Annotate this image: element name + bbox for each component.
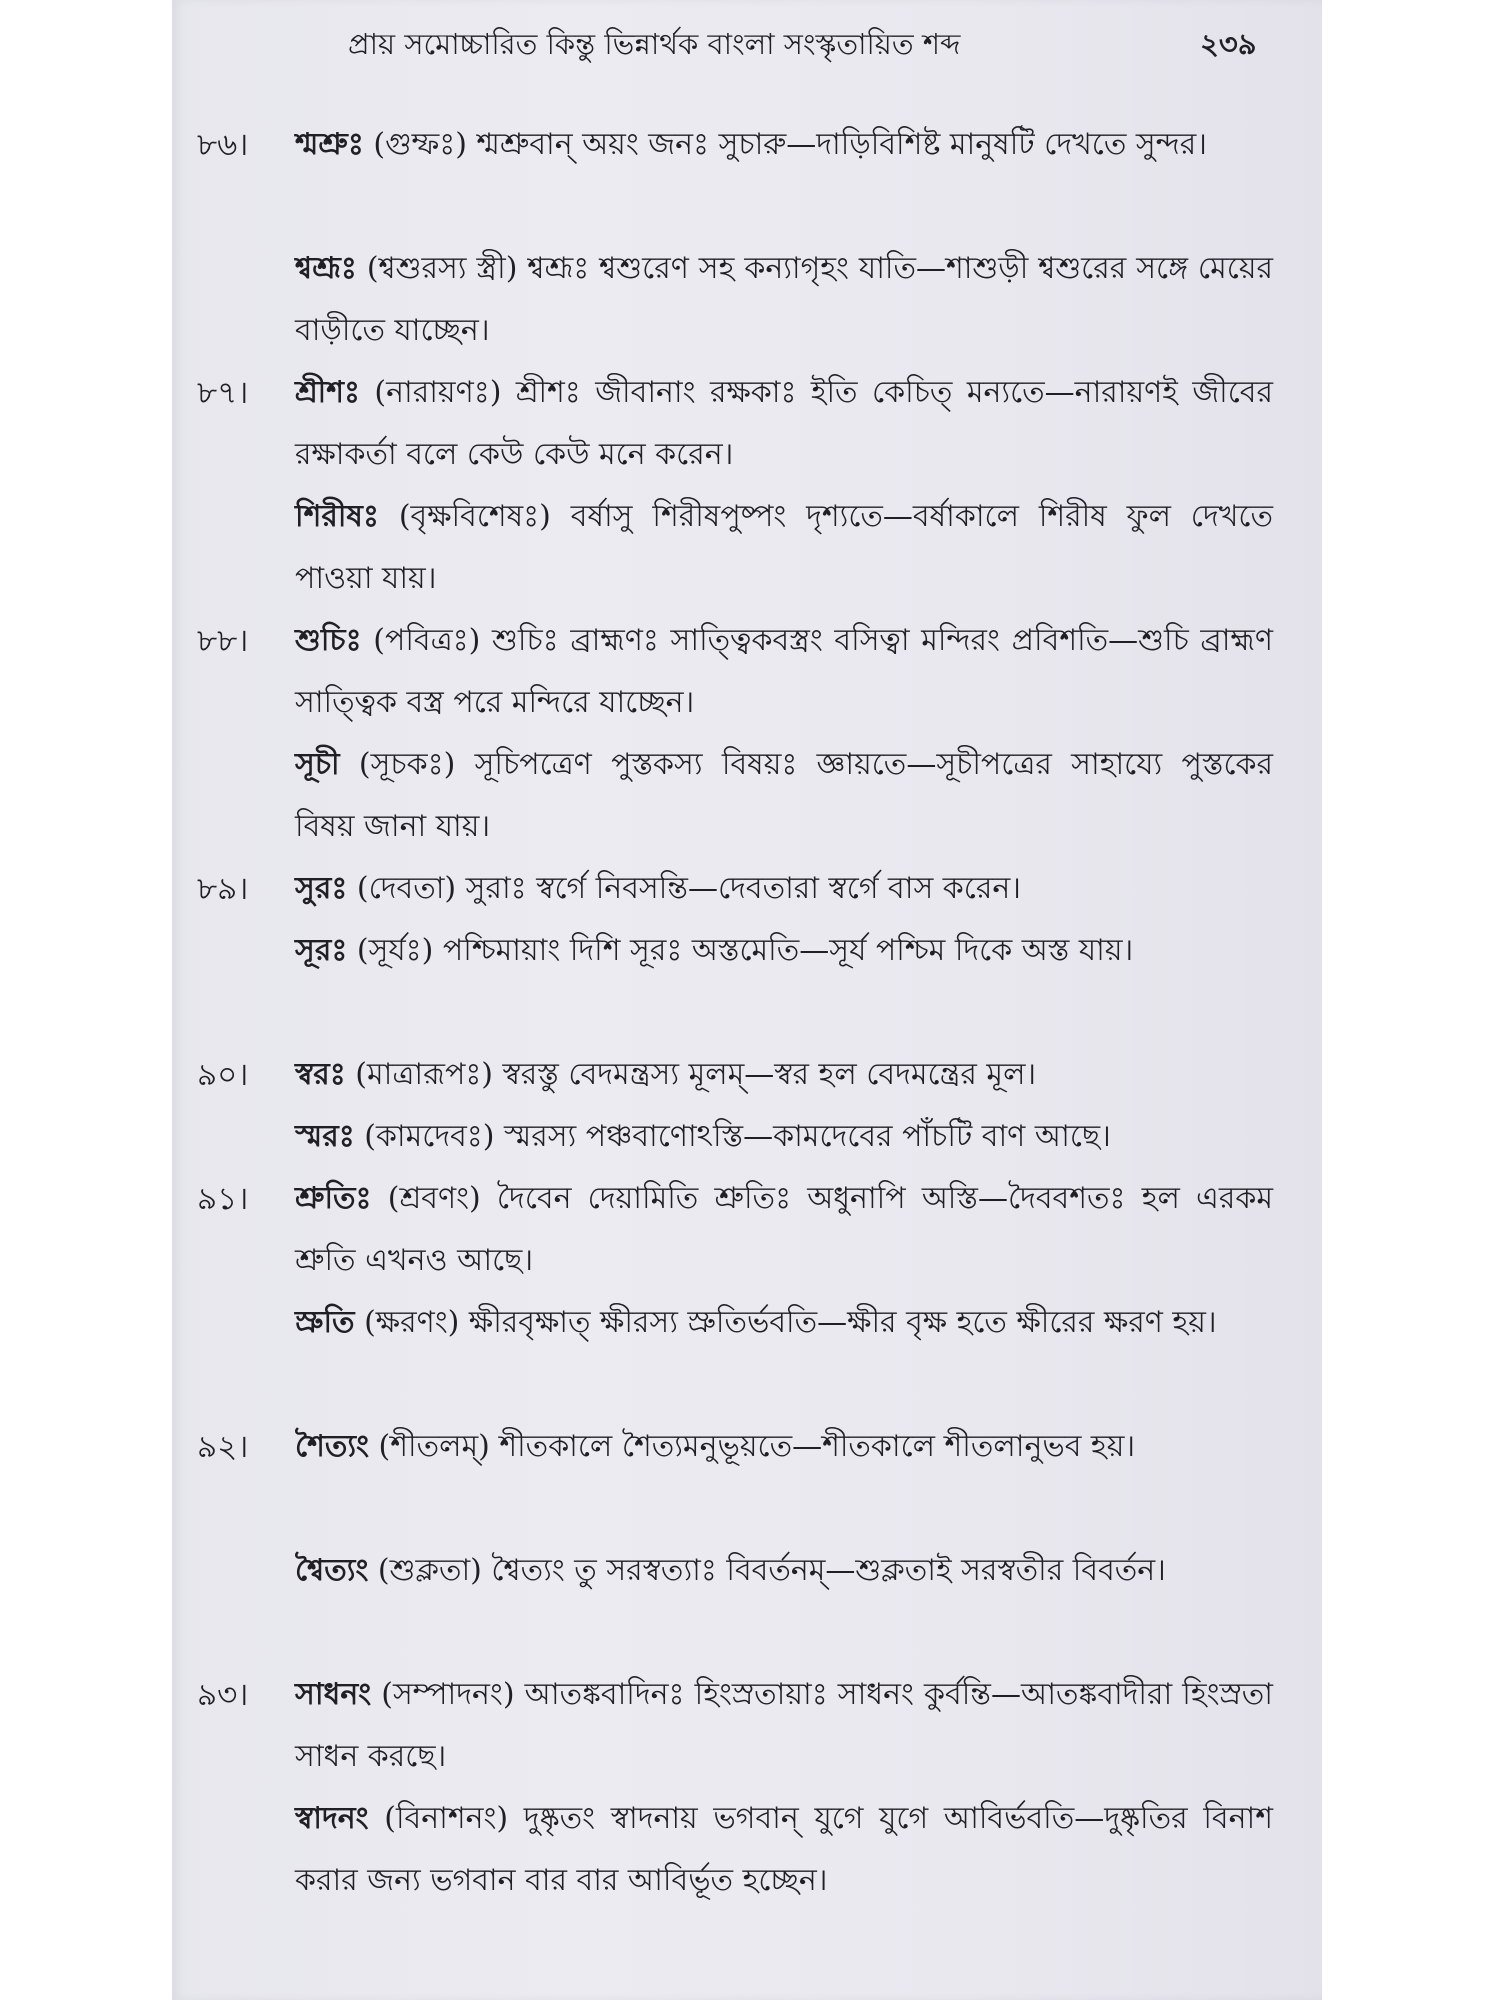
entry-term: সূচী <box>295 747 340 782</box>
entry-term: সূরঃ <box>295 933 348 968</box>
entry-explanation: (শুক্লতা) শ্বৈত্যং তু সরস্বত্যাঃ বিবর্তনম্—শুক্লতাই সরস্বতীর বিবর্তন। <box>368 1553 1166 1588</box>
entry-number: ৯২। <box>197 1429 249 1465</box>
entry-number: ৮৮। <box>197 623 249 659</box>
right-page-margin <box>1322 0 1500 2000</box>
entry-explanation: (পবিত্রঃ) শুচিঃ ব্রাহ্মণঃ সাত্ত্বিকবস্ত্রং বসিত্বা মন্দিরং প্রবিশতি—শুচি ব্রাহ্মণ সাত্ত্বিক বস্ত্র পরে মন্দিরে যাচ্ছেন। <box>295 623 1273 720</box>
entry-number: ৮৬। <box>197 127 249 163</box>
entry-text <box>295 1788 1273 1912</box>
entry-term: শ্বশ্রূঃ <box>295 251 357 286</box>
left-page-margin <box>0 0 172 2000</box>
entry-term: শ্মশ্রুঃ <box>295 127 364 162</box>
entry-text <box>295 1044 1273 1106</box>
entry-text <box>295 610 1273 734</box>
entry-explanation: (শীতলম্) শীতকালে শৈত্যমনুভূয়তে—শীতকালে শীতলানুভব হয়। <box>369 1429 1136 1464</box>
entry-text <box>295 1664 1273 1788</box>
entry-explanation: (সম্পাদনং) আতঙ্কবাদিনঃ হিংস্রতায়াঃ সাধনং কুর্বন্তি—আতঙ্কবাদীরা হিংস্রতা সাধন করছে। <box>295 1677 1273 1774</box>
entry-explanation: (শ্রবণং) দৈবেন দেয়ামিতি শ্রুতিঃ অধুনাপি অস্তি—দৈববশতঃ হল এরকম শ্রুতি এখনও আছে। <box>295 1181 1273 1278</box>
entry-number: ৯০। <box>197 1057 249 1093</box>
entry-explanation: (গুম্ফঃ) শ্মশ্রুবান্ অয়ং জনঃ সুচারু—দাড়িবিশিষ্ট মানুষটি দেখতে সুন্দর। <box>363 127 1208 162</box>
entry-term: স্রুতি <box>295 1305 355 1340</box>
entry-text <box>295 1292 1273 1354</box>
page-number: ২৩৯ <box>1200 27 1257 61</box>
entry-number: ৮৯। <box>197 871 249 907</box>
entry-explanation: (নারায়ণঃ) শ্রীশঃ জীবানাং রক্ষকাঃ ইতি কেচিত্ মন্যতে—নারায়ণই জীবের রক্ষাকর্তা বলে কেউ কেউ মনে করেন। <box>295 375 1273 472</box>
entry-term: শ্বৈত্যং <box>295 1553 369 1588</box>
entry-term: সুরঃ <box>295 871 348 906</box>
entry-text <box>295 486 1273 610</box>
entry-number: ৮৭। <box>197 375 249 411</box>
entry-explanation: (ক্ষরণং) ক্ষীরবৃক্ষাত্ ক্ষীরস্য স্রুতির্ভবতি—ক্ষীর বৃক্ষ হতে ক্ষীরের ক্ষরণ হয়। <box>354 1305 1217 1340</box>
entry-term: শৈত্যং <box>295 1429 370 1464</box>
running-title: প্রায় সমোচ্চারিত কিন্তু ভিন্নার্থক বাংলা সংস্কৃতায়িত শব্দ <box>348 27 961 61</box>
entry-term: স্মরঃ <box>295 1119 355 1154</box>
entry-text <box>295 362 1273 486</box>
entry-text <box>295 920 1273 982</box>
entry-explanation: (বিনাশনং) দুষ্কৃতং স্বাদনায় ভগবান্ যুগে যুগে আবির্ভবতি—দুষ্কৃতির বিনাশ করার জন্য ভগবান বার বার আবির্ভূত হচ্ছেন। <box>295 1801 1273 1898</box>
entry-text <box>295 1416 1273 1478</box>
entry-explanation: (সূর্যঃ) পশ্চিমায়াং দিশি সূরঃ অস্তমেতি—সূর্য পশ্চিম দিকে অস্ত যায়। <box>347 933 1134 968</box>
entry-term: শিরীষঃ <box>295 499 379 534</box>
entry-term: শ্রুতিঃ <box>295 1181 372 1216</box>
entry-term: স্বরঃ <box>295 1057 346 1092</box>
entry-explanation: (মাত্রারূপঃ) স্বরস্তু বেদমন্ত্রস্য মূলম্—স্বর হল বেদমন্ত্রের মূল। <box>345 1057 1037 1092</box>
entry-text <box>295 1540 1273 1602</box>
entry-explanation: (বৃক্ষবিশেষঃ) বর্ষাসু শিরীষপুষ্পং দৃশ্যতে—বর্ষাকালে শিরীষ ফুল দেখতে পাওয়া যায়। <box>295 499 1273 596</box>
entry-text <box>295 734 1273 858</box>
entry-number: ৯৩। <box>197 1677 249 1713</box>
page-header <box>190 24 1290 64</box>
entry-term: শুচিঃ <box>295 623 362 658</box>
entry-term: সাধনং <box>295 1677 372 1712</box>
entry-text <box>295 1168 1273 1292</box>
entry-explanation: (সূচকঃ) সূচিপত্রেণ পুস্তকস্য বিষয়ঃ জ্ঞায়তে—সূচীপত্রের সাহায্যে পুস্তকের বিষয় জানা যায়। <box>295 747 1273 844</box>
entry-explanation: (কামদেবঃ) স্মরস্য পঞ্চবাণোঽস্তি—কামদেবের পাঁচটি বাণ আছে। <box>354 1119 1111 1154</box>
entry-text <box>295 114 1273 176</box>
entry-term: স্বাদনং <box>295 1801 369 1836</box>
entry-term: শ্রীশঃ <box>295 375 360 410</box>
entry-text <box>295 1106 1273 1168</box>
entry-number: ৯১। <box>197 1181 249 1217</box>
entry-text <box>295 858 1273 920</box>
entry-explanation: (দেবতা) সুরাঃ স্বর্গে নিবসন্তি—দেবতারা স্বর্গে বাস করেন। <box>347 871 1021 906</box>
entry-explanation: (শ্বশুরস্য স্ত্রী) শ্বশ্রূঃ শ্বশুরেণ সহ কন্যাগৃহং যাতি—শাশুড়ী শ্বশুরের সঙ্গে মেয়ের বাড়ীতে যাচ্ছেন। <box>295 251 1273 348</box>
entry-text <box>295 238 1273 362</box>
